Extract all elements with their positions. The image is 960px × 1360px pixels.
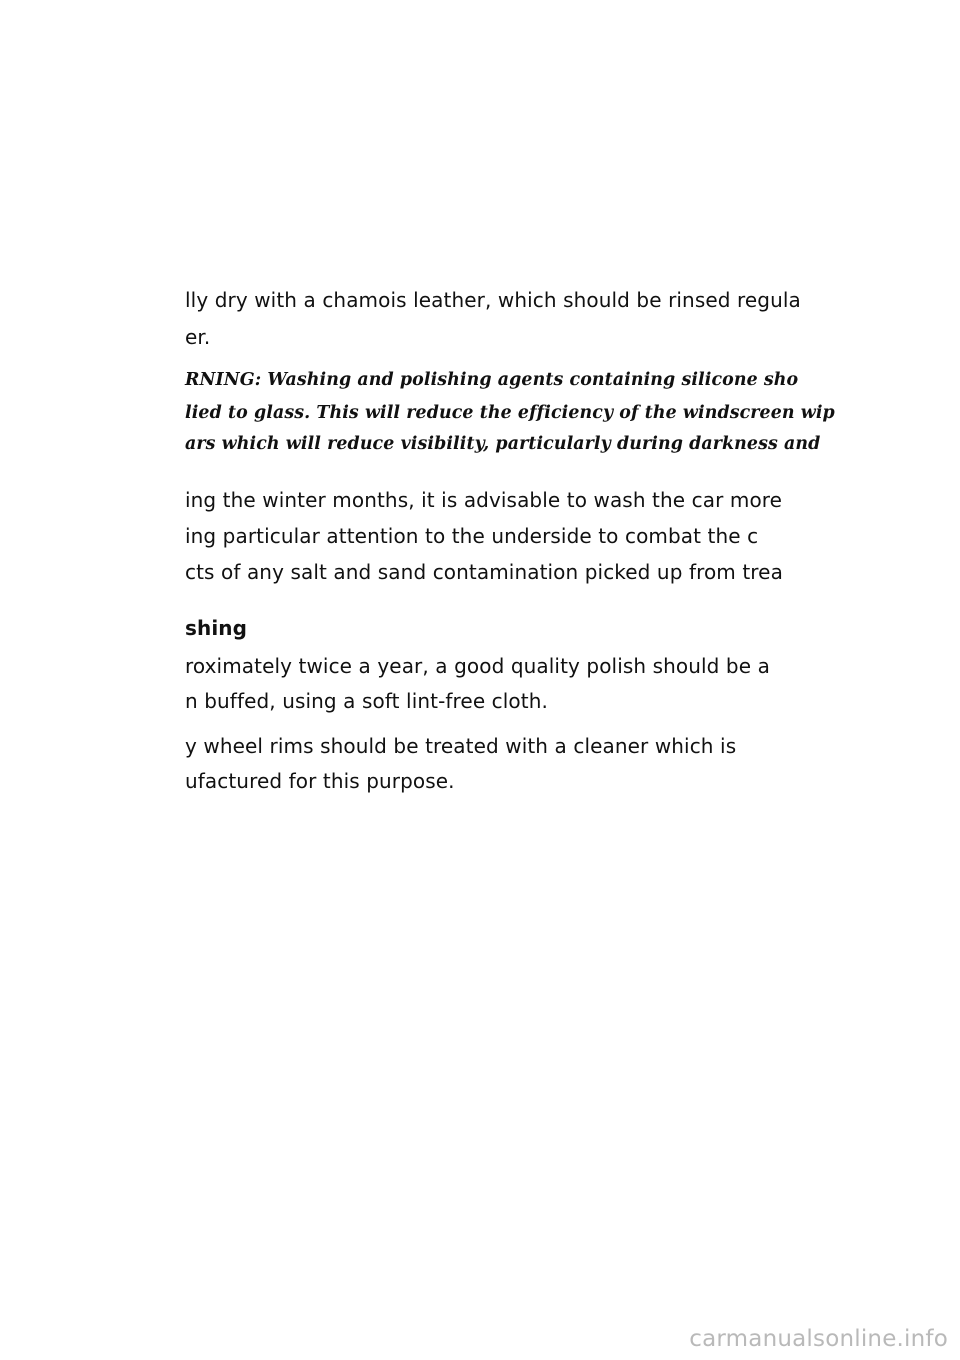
wheel-rims-paragraph-line-2: ufactured for this purpose. [185, 769, 455, 793]
warning-line-1: RNING: Washing and polishing agents containing silicone sho [185, 370, 799, 390]
wheel-rims-paragraph-line-1: y wheel rims should be treated with a cleaner which is [185, 734, 737, 758]
winter-paragraph-line-3: cts of any salt and sand contamination picked up from trea [185, 560, 783, 584]
watermark-text: carmanualsonline.info [689, 1326, 948, 1352]
winter-paragraph-line-2: ing particular attention to the underside to combat the c [185, 524, 759, 548]
polishing-heading: shing [185, 616, 248, 640]
warning-line-3: ars which will reduce visibility, particularly during darkness and [185, 434, 821, 454]
warning-line-2: lied to glass. This will reduce the efficiency of the windscreen wip [185, 403, 835, 423]
winter-paragraph-line-1: ing the winter months, it is advisable to wash the car more [185, 488, 783, 512]
polishing-paragraph-line-1: roximately twice a year, a good quality polish should be a [185, 654, 770, 678]
manual-page-content [185, 270, 835, 830]
polishing-paragraph-line-2: n buffed, using a soft lint-free cloth. [185, 689, 548, 713]
drying-paragraph-line-2: er. [185, 325, 211, 349]
drying-paragraph-line-1: lly dry with a chamois leather, which should be rinsed regula [185, 288, 801, 312]
